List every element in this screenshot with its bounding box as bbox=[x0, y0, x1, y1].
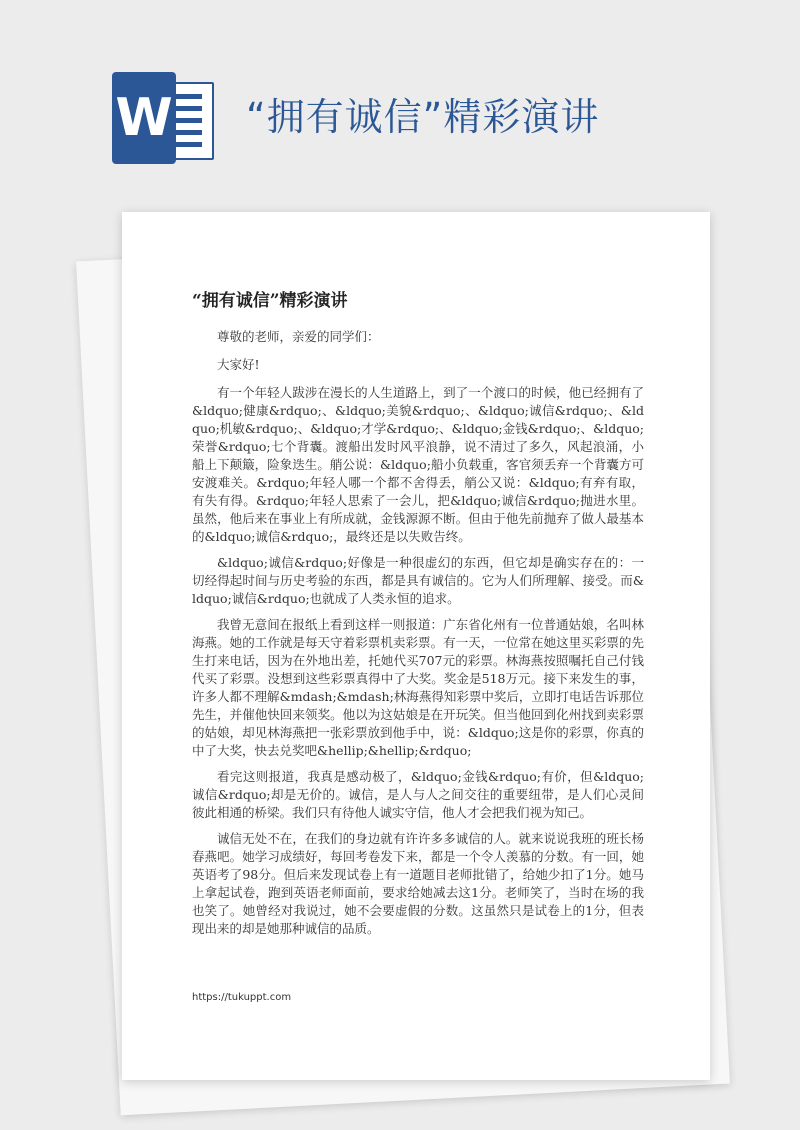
paragraph-2: &ldquo;诚信&rdquo;好像是一种很虚幻的东西，但它却是确实存在的：一切经得起时间与历史考验的东西，都是具有诚信的。它为人们所理解、接受。而&ldquo;诚信&rdquo;也就成了人类永恒的追求。 bbox=[192, 555, 644, 606]
greeting: 大家好! bbox=[217, 357, 260, 372]
document-title: “拥有诚信”精彩演讲 bbox=[192, 291, 348, 311]
paragraph-3: 我曾无意间在报纸上看到这样一则报道：广东省化州有一位普通姑娘，名叫林海燕。她的工作就是每天守着彩票机卖彩票。有一天，一位常在她这里买彩票的先生打来电话，因为在外地出差，托她代买707元的彩票。林海燕按照嘱托自己付钱代买了彩票。没想到这些彩票真得中了大奖。奖金是518万元。接下来发生的事，许多人都不理解&mdash;&mdash;林海燕得知彩票中奖后，立即打电话告诉那位先生，并催他快回来领奖。他以为这姑娘是在开玩笑。但当他回到化州找到卖彩票的姑娘，却见林海燕把一张彩票放到他手中，说：&ldquo;这是你的彩票，你真的中了大奖，快去兑奖吧&hellip;&hellip;&rdquo; bbox=[192, 617, 644, 758]
document-body bbox=[192, 328, 644, 946]
salutation: 尊敬的老师，亲爱的同学们： bbox=[217, 329, 380, 344]
header-banner bbox=[0, 0, 800, 230]
paragraph-4: 看完这则报道，我真是感动极了，&ldquo;金钱&rdquo;有价，但&ldquo;诚信&rdquo;却是无价的。诚信，是人与人之间交往的重要纽带，是人们心灵间彼此相通的桥梁。我们只有待他人诚实守信，他人才会把我们视为知己。 bbox=[192, 769, 644, 820]
paragraph-1: 有一个年轻人跋涉在漫长的人生道路上，到了一个渡口的时候，他已经拥有了&ldquo;健康&rdquo;、&ldquo;美貌&rdquo;、&ldquo;诚信&rdquo;、&ldquo;机敏&rdquo;、&ldquo;才学&rdquo;、&ldquo;金钱&rdquo;、&ldquo;荣誉&rdquo;七个背囊。渡船出发时风平浪静，说不清过了多久，风起浪涌，小船上下颠簸，险象迭生。艄公说：&ldquo;船小负载重，客官须丢弃一个背囊方可安渡难关。&rdquo;年轻人哪一个都不舍得丢，艄公又说：&ldquo;有弃有取，有失有得。&rdquo;年轻人思索了一会儿，把&ldquo;诚信&rdquo;抛进水里。虽然，他后来在事业上有所成就，金钱源源不断。但由于他先前抛弃了做人最基本的&ldquo;诚信&rdquo;，最终还是以失败告终。 bbox=[192, 385, 644, 544]
banner-title: “拥有诚信”精彩演讲 bbox=[246, 95, 600, 139]
paragraph-5: 诚信无处不在，在我们的身边就有许许多多诚信的人。就来说说我班的班长杨春燕吧。她学习成绩好，每回考卷发下来，都是一个令人羡慕的分数。有一回，她英语考了98分。但后来发现试卷上有一道题目老师批错了，给她少扣了1分。她马上拿起试卷，跑到英语老师面前，要求给她减去这1分。老师笑了，当时在场的我也笑了。她曾经对我说过，她不会要虚假的分数。这虽然只是试卷上的1分，但表现出来的却是她那种诚信的品质。 bbox=[192, 831, 644, 936]
footer-url: https://tukuppt.com bbox=[192, 992, 292, 1003]
document-page bbox=[122, 212, 710, 1080]
word-document-icon bbox=[112, 72, 212, 164]
word-icon-letter: W bbox=[112, 72, 176, 164]
